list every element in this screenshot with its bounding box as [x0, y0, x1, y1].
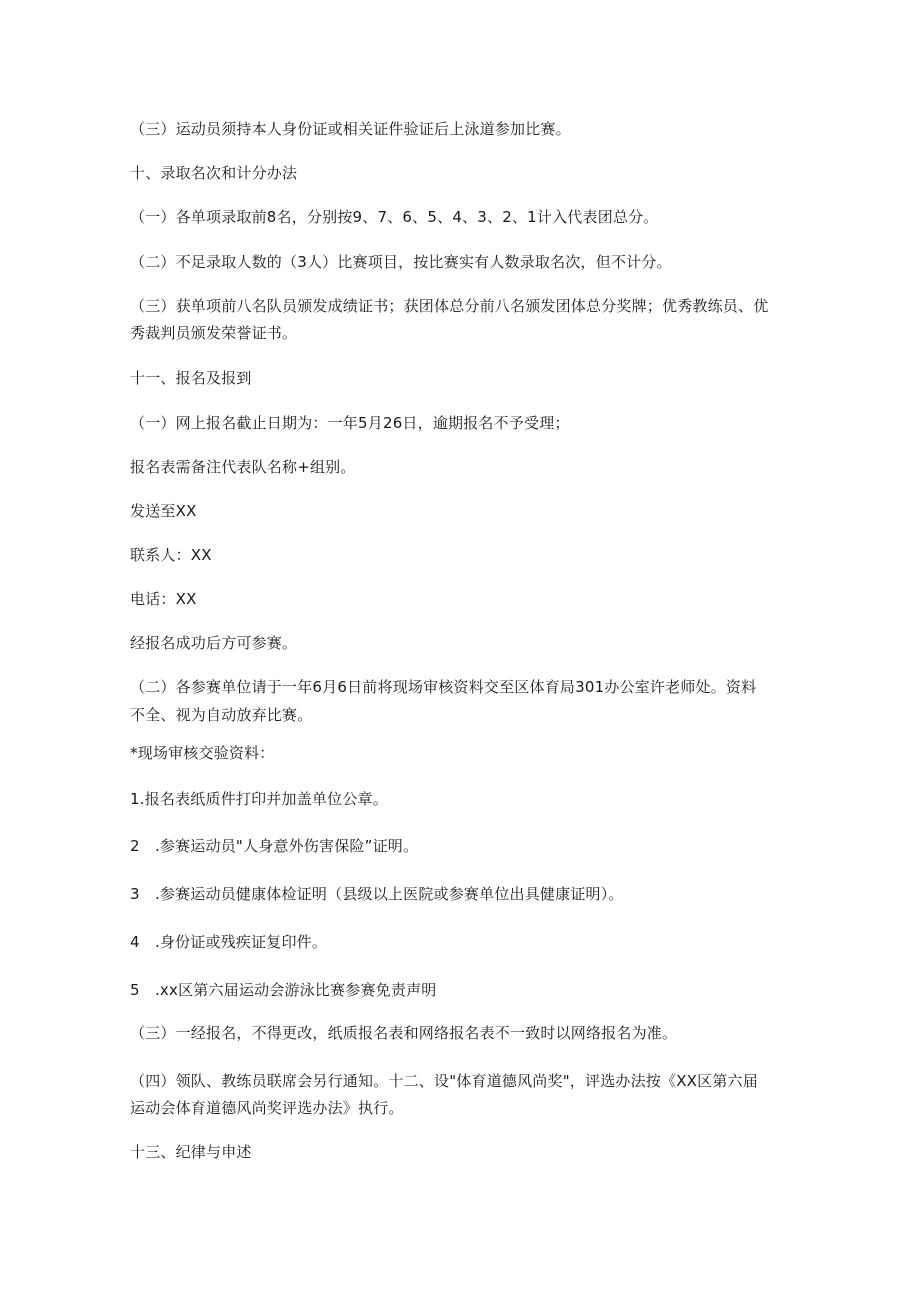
list-item: 1.报名表纸质件打印并加盖单位公章。	[130, 790, 388, 808]
paragraph-line: 电话：XX	[130, 590, 197, 608]
list-item: 5 .xx区第六届运动会游泳比赛参赛免责声明	[130, 981, 437, 999]
section-heading: 十三、纪律与申述	[130, 1143, 252, 1161]
section-heading: 十、录取名次和计分办法	[130, 164, 298, 182]
paragraph-line: （一）网上报名截止日期为：一年5月26日，逾期报名不予受理；	[130, 414, 570, 432]
paragraph-line: 报名表需备注代表队名称+组别。	[130, 458, 356, 476]
paragraph-line: 运动会体育道德风尚奖评选办法》执行。	[130, 1099, 404, 1117]
paragraph-line: （三）运动员须持本人身份证或相关证件验证后上泳道参加比赛。	[130, 120, 571, 138]
paragraph-line: 不全、视为自动放弃比赛。	[130, 706, 313, 724]
paragraph-line: 秀裁判员颁发荣誉证书。	[130, 324, 298, 342]
paragraph-line: （二）不足录取人数的（3人）比赛项目，按比赛实有人数录取名次，但不计分。	[130, 253, 672, 271]
section-heading: 十一、报名及报到	[130, 369, 252, 387]
paragraph-line: （一）各单项录取前8名，分别按9、7、6、5、4、3、2、1计入代表团总分。	[130, 208, 659, 226]
paragraph-line: 经报名成功后方可参赛。	[130, 634, 298, 652]
list-item: 4 .身份证或残疾证复印件。	[130, 933, 328, 951]
paragraph-line: （三）一经报名，不得更改，纸质报名表和网络报名表不一致时以网络报名为准。	[130, 1024, 678, 1042]
paragraph-line: 联系人：XX	[130, 546, 212, 564]
list-item: 3 .参赛运动员健康体检证明（县级以上医院或参赛单位出具健康证明）。	[130, 885, 624, 903]
paragraph-line: （四）领队、教练员联席会另行通知。十二、设"体育道德风尚奖"，评选办法按《XX区第六届	[130, 1072, 758, 1090]
paragraph-line: 发送至XX	[130, 502, 197, 520]
paragraph-line: *现场审核交验资料：	[130, 744, 275, 762]
list-item: 2 .参赛运动员"人身意外伤害保险”证明。	[130, 837, 419, 855]
paragraph-line: （三）获单项前八名队员颁发成绩证书；获团体总分前八名颁发团体总分奖牌；优秀教练员、优	[130, 297, 769, 315]
paragraph-line: （二）各参赛单位请于一年6月6日前将现场审核资料交至区体育局301办公室许老师处。资料	[130, 678, 757, 696]
